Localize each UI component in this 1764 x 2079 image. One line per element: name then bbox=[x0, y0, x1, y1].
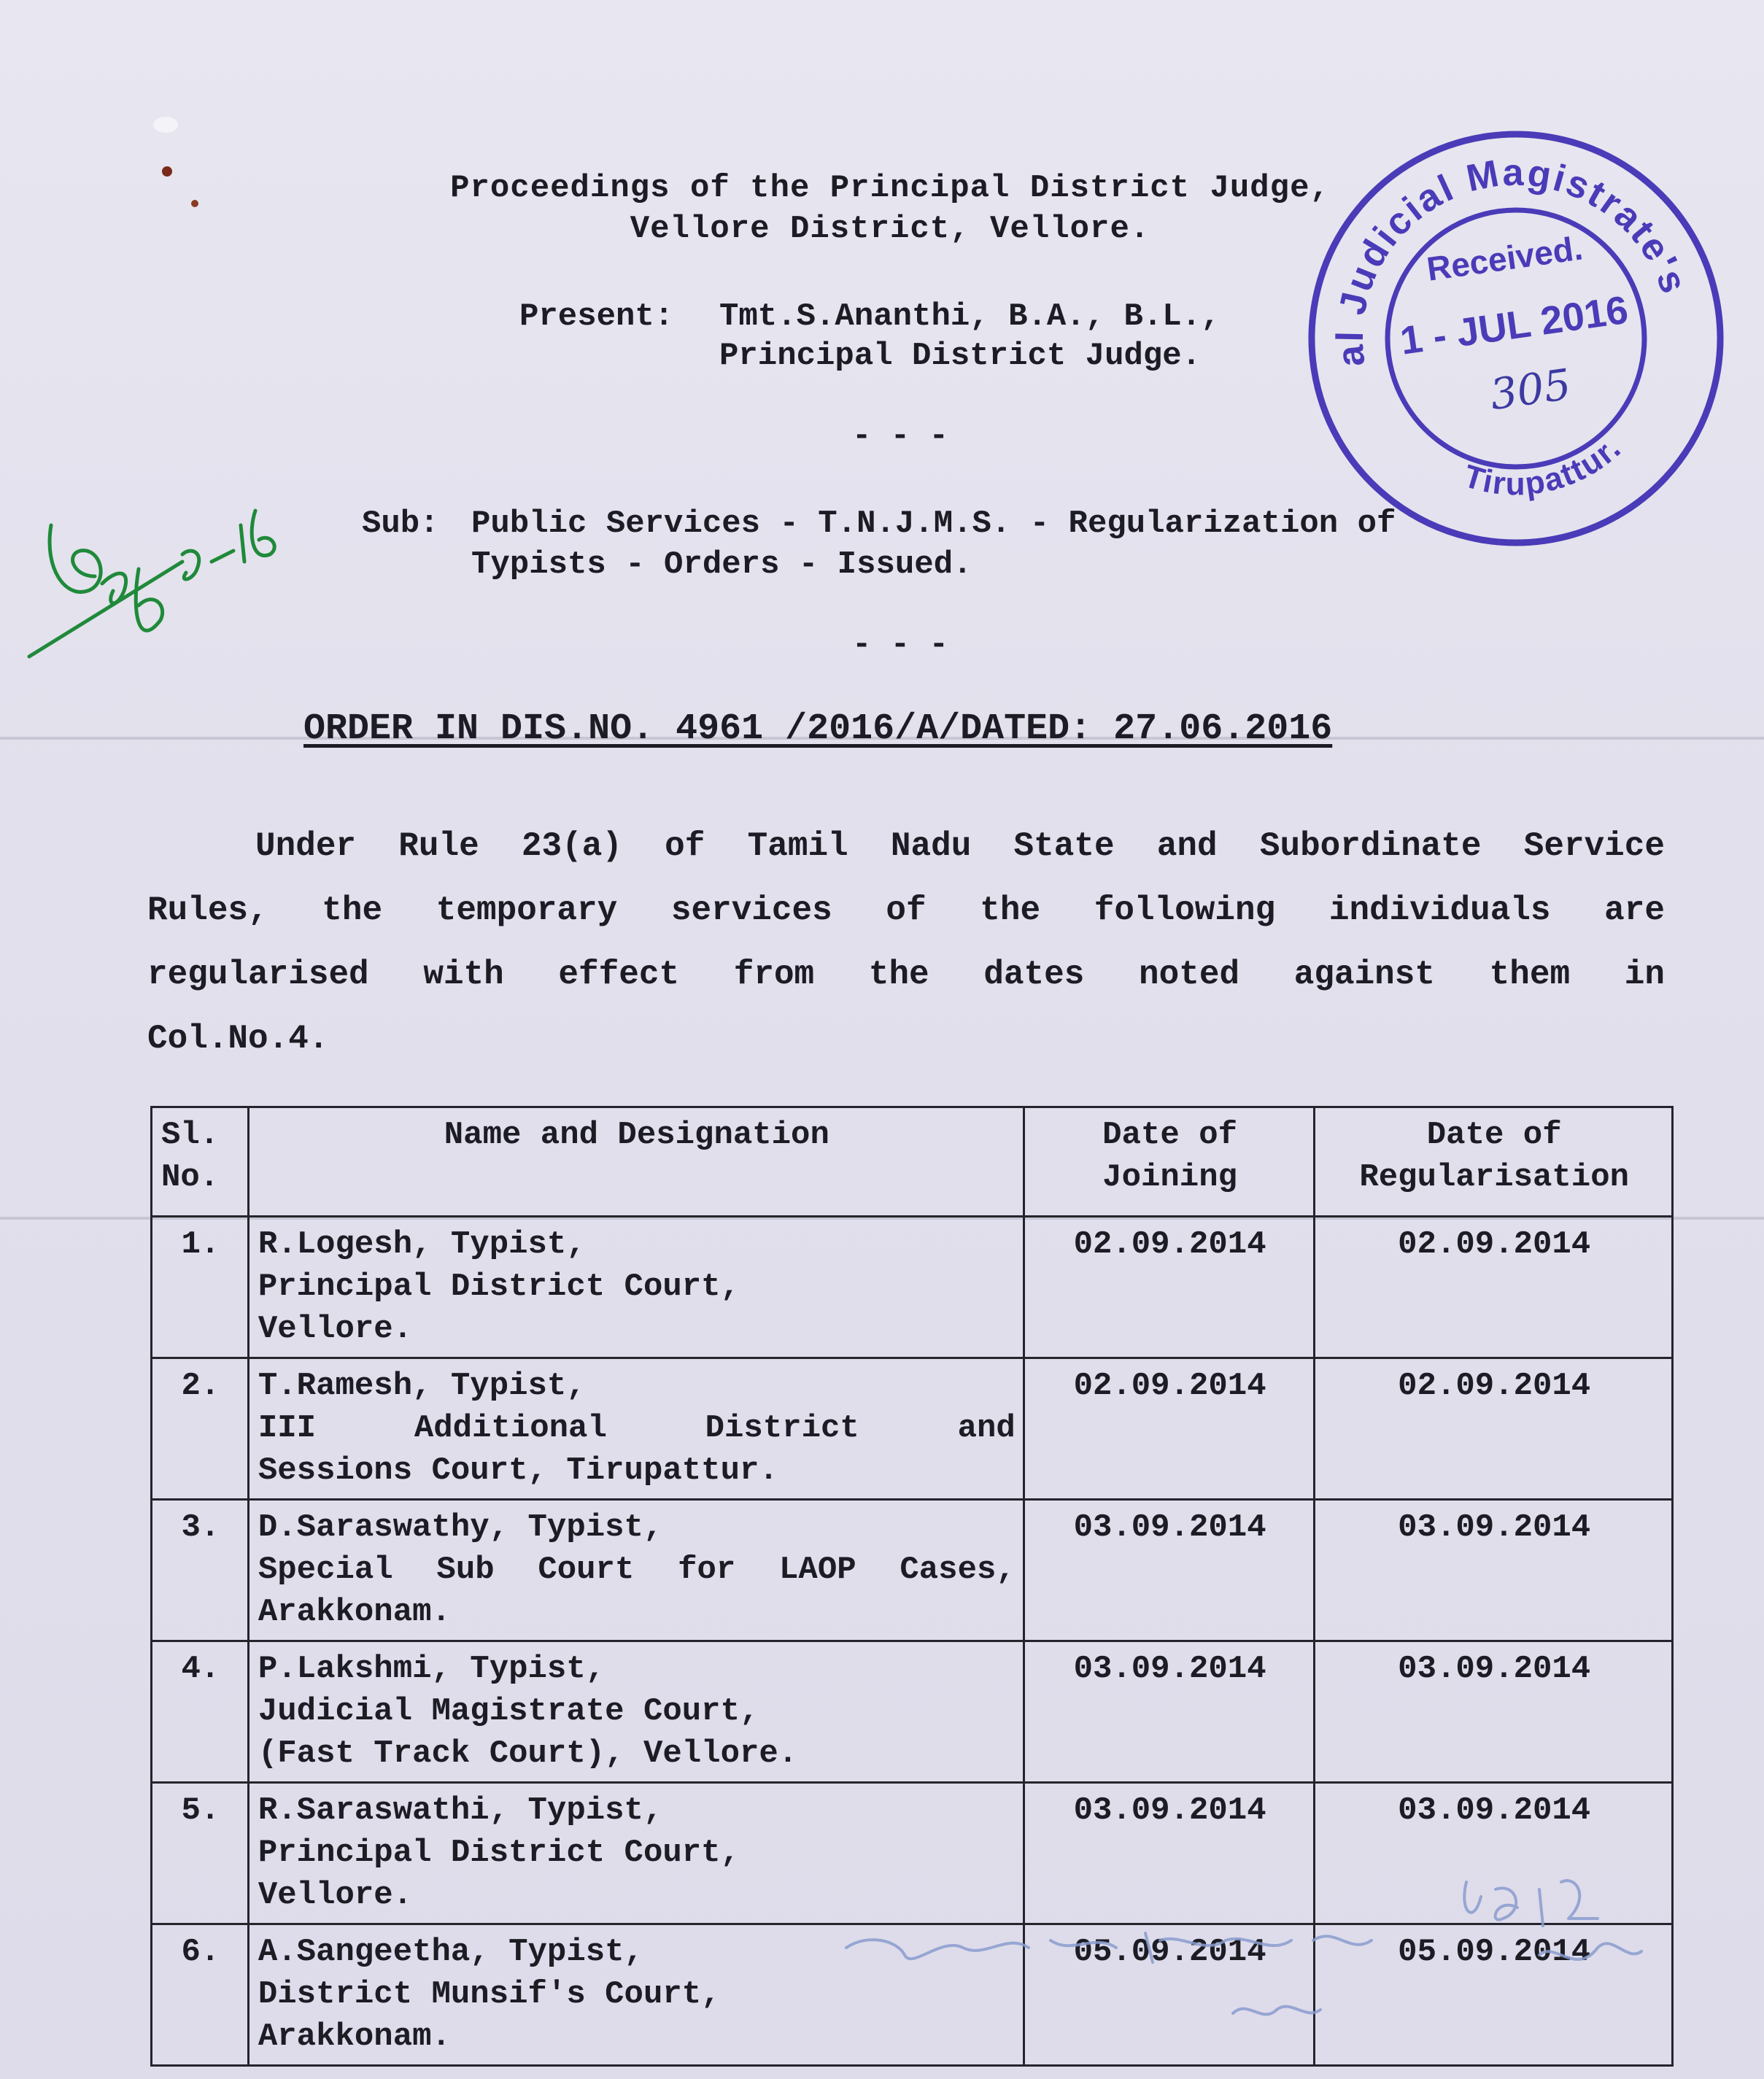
header-date-of-joining bbox=[1024, 1107, 1315, 1217]
annotation-stroke-3 bbox=[29, 562, 182, 657]
present-label: Present: bbox=[519, 298, 674, 335]
present-name: Tmt.S.Ananthi, B.A., B.L., bbox=[719, 298, 1221, 335]
heading-line-2: Vellore District, Vellore. bbox=[630, 211, 1150, 247]
row-date-of-joining: 03.09.2014 bbox=[1024, 1500, 1315, 1641]
row-name-line-3: Sessions Court, Tirupattur. bbox=[258, 1452, 778, 1489]
row-date-of-regularisation: 03.09.2014 bbox=[1315, 1783, 1673, 1924]
row-date-of-regularisation: 03.09.2014 bbox=[1315, 1641, 1673, 1783]
proceedings-heading bbox=[409, 168, 1372, 249]
row-sl: 5. bbox=[152, 1783, 249, 1924]
stamp-date: 1 - JUL 2016 bbox=[1397, 287, 1631, 363]
received-stamp bbox=[1297, 120, 1735, 557]
row-name-designation bbox=[248, 1641, 1024, 1783]
paragraph-line-3: regularised with effect from the dates noted against them in bbox=[147, 956, 1665, 994]
present-designation: Principal District Judge. bbox=[719, 338, 1202, 374]
row-name-line-3: (Fast Track Court), Vellore. bbox=[258, 1735, 798, 1772]
table-row bbox=[152, 1358, 1673, 1500]
stamp-place-text bbox=[1454, 427, 1633, 511]
row-name-designation bbox=[248, 1358, 1024, 1500]
row-name-line-1: P.Lakshmi, Typist, bbox=[258, 1651, 606, 1687]
pencil-handwritten-note bbox=[839, 1867, 1678, 2050]
row-name-line-3: Vellore. bbox=[258, 1877, 413, 1913]
table-row bbox=[152, 1500, 1673, 1641]
ink-speck bbox=[191, 200, 198, 207]
row-date-of-joining: 02.09.2014 bbox=[1024, 1358, 1315, 1500]
header-dor-text: Date of Regularisation bbox=[1359, 1117, 1630, 1196]
stamp-court-arc: Special Judicial Magistrate's bbox=[1328, 151, 1696, 369]
heading-line-1: Proceedings of the Principal District Judge, bbox=[450, 170, 1330, 206]
table-row bbox=[152, 1641, 1673, 1783]
row-sl: 2. bbox=[152, 1358, 249, 1500]
row-name-line-2: District Munsif's Court, bbox=[258, 1976, 721, 2013]
row-date-of-regularisation: 02.09.2014 bbox=[1315, 1217, 1673, 1358]
header-sl-text: Sl. No. bbox=[161, 1117, 220, 1196]
row-date-of-joining: 03.09.2014 bbox=[1024, 1783, 1315, 1924]
stamp-received: Received. bbox=[1424, 228, 1585, 288]
table-header-row bbox=[152, 1107, 1673, 1217]
row-sl: 1. bbox=[152, 1217, 249, 1358]
pencil-stroke-1 bbox=[1464, 1881, 1598, 1926]
row-name-designation bbox=[248, 1500, 1024, 1641]
paragraph-line-1: Under Rule 23(a) of Tamil Nadu State and Subordinate Service bbox=[255, 827, 1665, 865]
row-date-of-regularisation: 05.09.2014 bbox=[1315, 1924, 1673, 2066]
row-date-of-regularisation: 03.09.2014 bbox=[1315, 1500, 1673, 1641]
row-name-line-2: Special Sub Court for LAOP Cases, bbox=[258, 1552, 1016, 1588]
pencil-stroke-4 bbox=[1233, 2007, 1320, 2015]
row-name-line-2: III Additional District and bbox=[258, 1410, 1016, 1447]
row-name-line-3: Arakkonam. bbox=[258, 2018, 451, 2055]
row-sl: 6. bbox=[152, 1924, 249, 2066]
order-title: ORDER IN DIS.NO. 4961 /2016/A/DATED: 27.06.2016 bbox=[303, 708, 1333, 750]
subject-line-2: Typists - Orders - Issued. bbox=[471, 546, 972, 583]
row-name-line-1: D.Saraswathy, Typist, bbox=[258, 1509, 663, 1546]
annotation-stroke-7 bbox=[252, 511, 274, 556]
row-name-line-2: Principal District Court, bbox=[258, 1835, 740, 1871]
separator-1: - - - bbox=[852, 418, 949, 454]
paper-speck bbox=[153, 117, 178, 133]
annotation-stroke-6 bbox=[212, 525, 244, 562]
row-date-of-joining: 03.09.2014 bbox=[1024, 1641, 1315, 1783]
header-date-of-regularisation bbox=[1315, 1107, 1673, 1217]
row-date-of-joining: 05.09.2014 bbox=[1024, 1924, 1315, 2066]
row-name-line-3: Vellore. bbox=[258, 1311, 413, 1347]
row-name-line-1: A.Sangeetha, Typist, bbox=[258, 1934, 643, 1970]
row-name-line-1: T.Ramesh, Typist, bbox=[258, 1368, 586, 1404]
row-name-line-2: Principal District Court, bbox=[258, 1269, 740, 1305]
subject-label: Sub: bbox=[362, 506, 439, 542]
paragraph-line-4: Col.No.4. bbox=[147, 1020, 329, 1058]
header-name-text: Name and Designation bbox=[444, 1117, 829, 1153]
row-date-of-regularisation: 02.09.2014 bbox=[1315, 1358, 1673, 1500]
row-sl: 4. bbox=[152, 1641, 249, 1783]
green-handwritten-annotation bbox=[22, 481, 285, 700]
header-name-designation bbox=[248, 1107, 1024, 1217]
order-paragraph bbox=[147, 814, 1665, 1071]
pencil-stroke-2 bbox=[846, 1933, 1372, 1962]
annotation-stroke-5 bbox=[182, 551, 199, 579]
row-name-line-1: R.Saraswathi, Typist, bbox=[258, 1792, 663, 1829]
stamp-place-arc: Tirupattur. bbox=[1459, 430, 1629, 503]
stamp-handwritten-number: 305 bbox=[1487, 359, 1574, 420]
row-name-line-2: Judicial Magistrate Court, bbox=[258, 1693, 759, 1730]
header-sl-no bbox=[152, 1107, 249, 1217]
row-sl: 3. bbox=[152, 1500, 249, 1641]
separator-2: - - - bbox=[852, 627, 949, 663]
annotation-stroke-1 bbox=[50, 525, 101, 592]
row-name-line-3: Arakkonam. bbox=[258, 1594, 451, 1630]
paragraph-line-2: Rules, the temporary services of the following individuals are bbox=[147, 891, 1665, 929]
header-doj-text: Date of Joining bbox=[1102, 1117, 1238, 1196]
ink-speck bbox=[162, 166, 172, 177]
row-date-of-joining: 02.09.2014 bbox=[1024, 1217, 1315, 1358]
table-row bbox=[152, 1217, 1673, 1358]
row-name-line-1: R.Logesh, Typist, bbox=[258, 1226, 586, 1263]
pencil-stroke-3 bbox=[1539, 1943, 1641, 1959]
subject-line-1: Public Services - T.N.J.M.S. - Regularization of bbox=[471, 506, 1396, 542]
row-name-designation bbox=[248, 1217, 1024, 1358]
